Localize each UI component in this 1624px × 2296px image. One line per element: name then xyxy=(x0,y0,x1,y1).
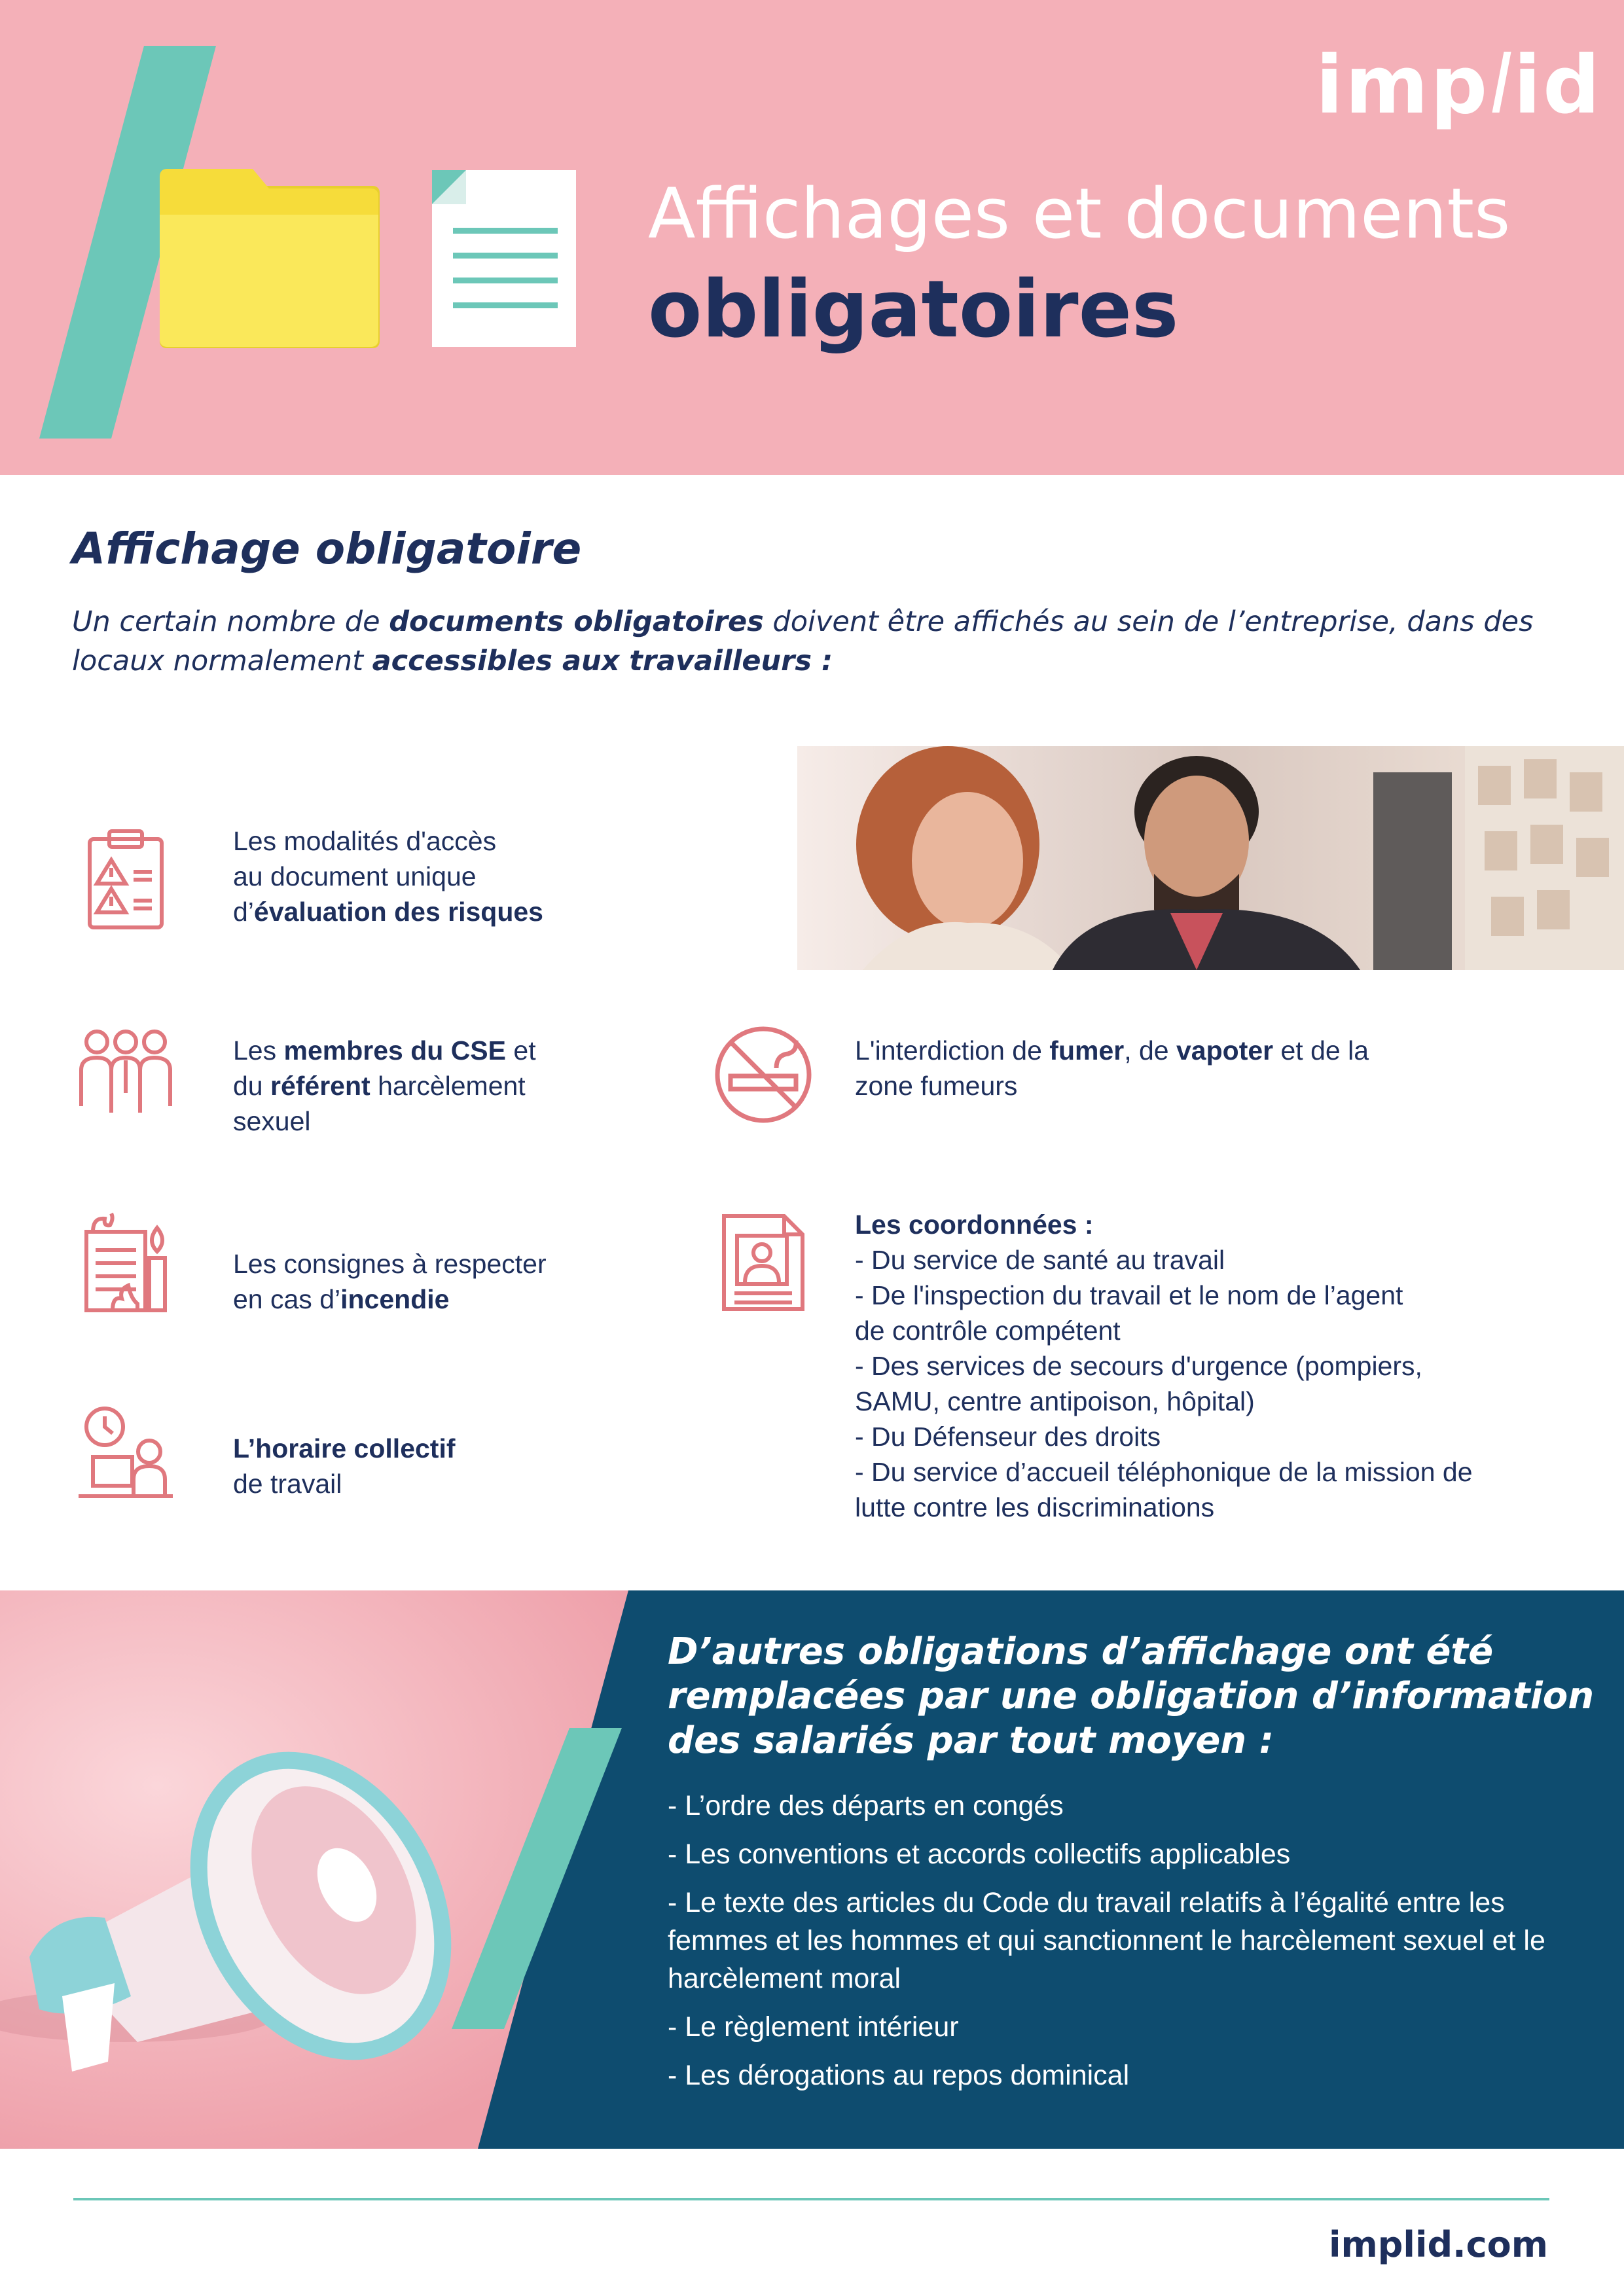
page-title-line-2: obligatoires xyxy=(648,264,1179,355)
contact-card-icon xyxy=(711,1210,816,1314)
page-title-line-1: Affichages et documents xyxy=(648,173,1511,254)
item-risques-text: Les modalités d'accès au document unique d’évaluation des risques xyxy=(233,826,543,927)
item-fumer-text: L'interdiction de fumer, de vapoter et de la zone fumeurs xyxy=(855,1035,1369,1101)
item-cse-text: Les membres du CSE et du référent harcèlement sexuel xyxy=(233,1035,536,1136)
list-item: - Les conventions et accords collectifs applicables xyxy=(668,1839,1291,1870)
risk-assessment-icon xyxy=(73,826,178,931)
coworkers-photo xyxy=(797,746,1624,970)
item-horaire-text: L’horaire collectif de travail xyxy=(233,1433,456,1499)
list-item: - L’ordre des départs en congés xyxy=(668,1790,1064,1821)
team-members-icon xyxy=(73,1021,178,1126)
footer-divider xyxy=(73,2198,1549,2200)
folder-icon xyxy=(154,162,384,352)
list-item: - Les dérogations au repos dominical xyxy=(668,2060,1130,2091)
item-incendie-text: Les consignes à respecter en cas d’incendie xyxy=(233,1249,547,1314)
band-title: D’autres obligations d’affichage ont été remplacées par une obligation d’information des salariés par tout moyen : xyxy=(668,1630,1595,1762)
list-item: - Le texte des articles du Code du travail relatifs à l’égalité entre les femmes et les hommes et qui sanctionnent le harcèlement sexuel et le harcèlement moral xyxy=(668,1887,1545,1994)
list-item: - Le règlement intérieur xyxy=(668,2011,959,2043)
item-coordonnees-text: Les coordonnées : - Du service de santé au travail - De l'inspection du travail et le nom de l’agent de contrôle compétent - Des services de secours d'urgence (pompiers, SAMU, centre antipoison, hôpital) - Du Défenseur des droits - Du service d’accueil téléphonique de la mission de lutte contre les discriminations xyxy=(855,1210,1473,1522)
band-list xyxy=(668,1787,1584,2105)
intro-paragraph: Un certain nombre de documents obligatoires doivent être affichés au sein de l’entreprise, dans des locaux normalement accessibles aux travailleurs : xyxy=(72,605,1534,677)
document-icon xyxy=(425,162,583,352)
implid-logo: implid xyxy=(1316,39,1602,132)
no-smoking-icon xyxy=(711,1022,816,1127)
header-banner xyxy=(0,0,1624,475)
footer-website-link[interactable]: implid.com xyxy=(1329,2224,1548,2265)
work-schedule-icon xyxy=(73,1401,178,1505)
fire-instructions-icon xyxy=(73,1212,178,1317)
section-title: Affichage obligatoire xyxy=(72,524,582,574)
